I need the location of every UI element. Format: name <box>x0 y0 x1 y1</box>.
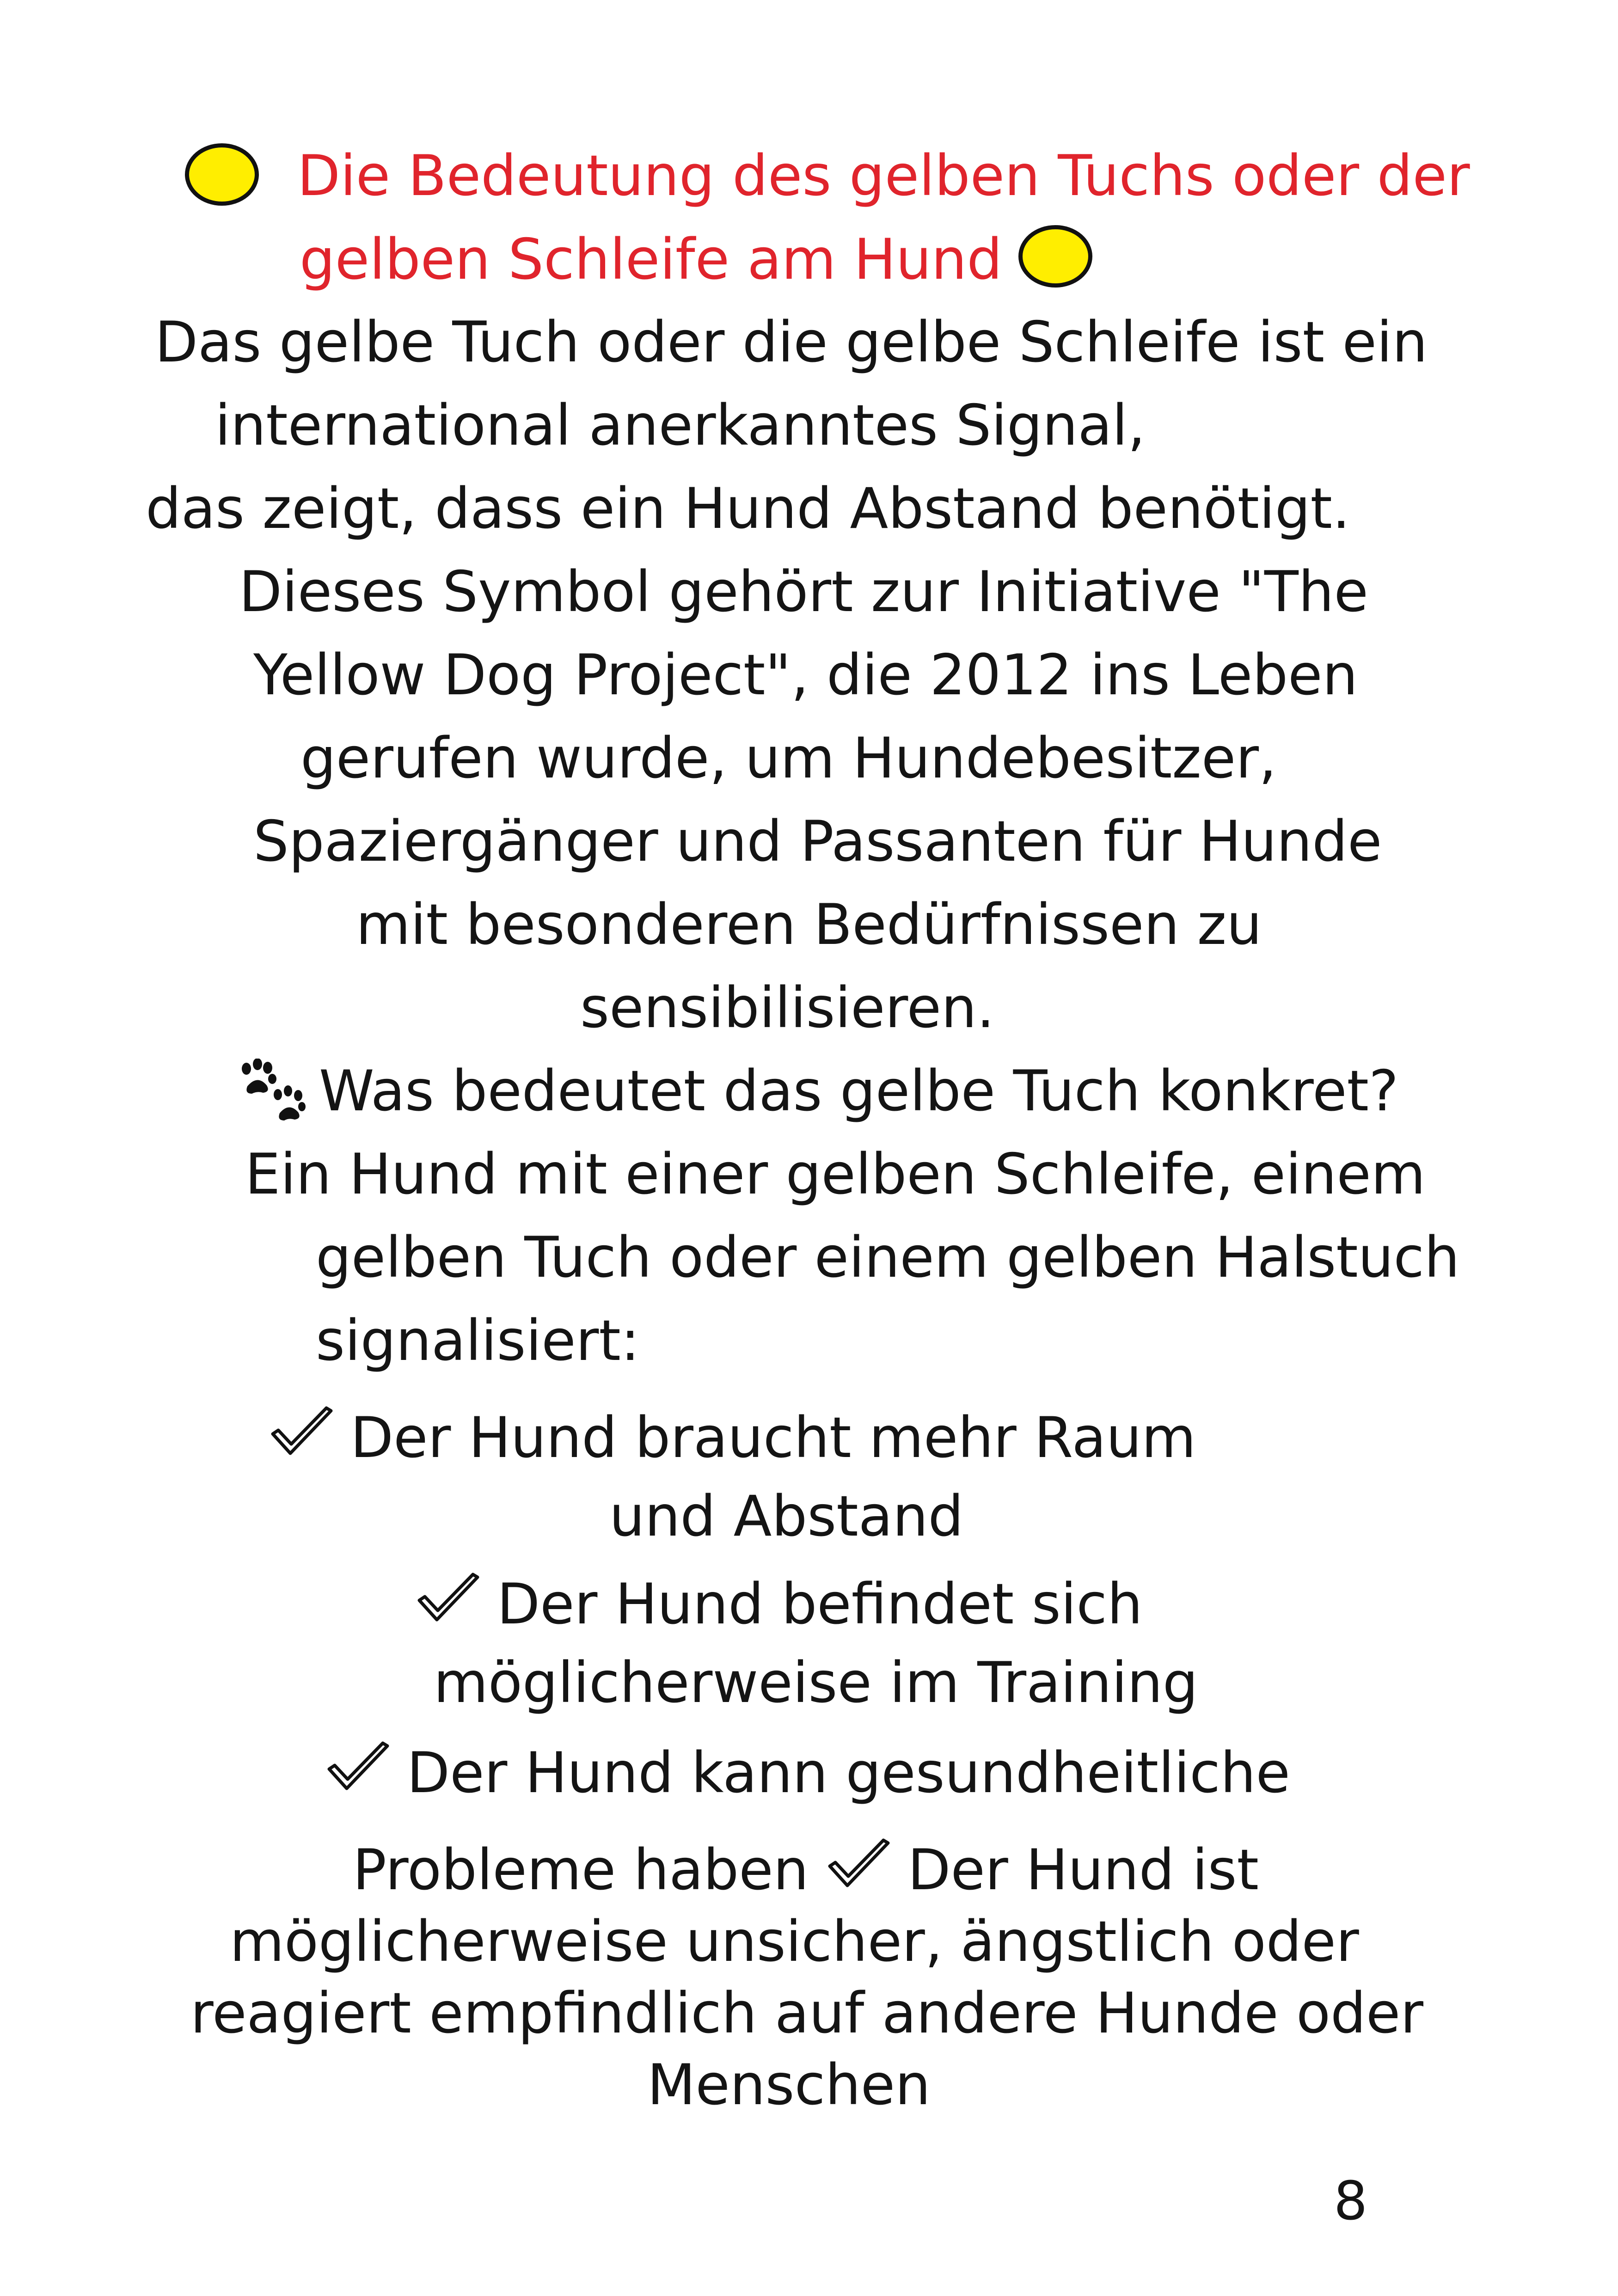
checkmark-icon <box>414 1572 483 1627</box>
signal-item-4-text: Der Hund ist <box>907 1837 1259 1903</box>
project-line-3: gerufen wurde, um Hundebesitzer, <box>300 726 1277 791</box>
page-title-line-2: gelben Schleife am Hund <box>300 227 1003 292</box>
signal-item-3 <box>324 1740 1290 1806</box>
paw-prints-icon <box>233 1059 307 1130</box>
signal-item-4-line-3: reagiert empfindlich auf andere Hunde oder <box>190 1981 1424 2046</box>
signal-item-1-text: Der Hund braucht mehr Raum <box>350 1405 1196 1470</box>
yellow-circle-icon <box>185 143 259 206</box>
question-line-2: gelben Tuch oder einem gelben Halstuch <box>316 1225 1460 1290</box>
project-line-4: Spaziergänger und Passanten für Hunde <box>253 809 1382 874</box>
project-line-6: sensibilisieren. <box>580 975 995 1041</box>
signal-item-1 <box>267 1405 1196 1470</box>
question-heading: Was bedeutet das gelbe Tuch konkret? <box>319 1059 1399 1124</box>
question-line-1: Ein Hund mit einer gelben Schleife, einem <box>245 1142 1426 1207</box>
intro-line-2: international anerkanntes Signal, <box>215 393 1146 458</box>
checkmark-icon <box>267 1405 337 1461</box>
signal-item-3-text: Der Hund kann gesundheitliche <box>407 1740 1290 1806</box>
signal-item-2-text: Der Hund befindet sich <box>497 1572 1143 1637</box>
signal-item-3-text-2: Probleme haben <box>353 1837 809 1903</box>
signal-item-1-line-2: und Abstand <box>609 1484 964 1549</box>
page-number: 8 <box>1334 2170 1368 2232</box>
project-line-1: Dieses Symbol gehört zur Initiative "The <box>239 559 1368 625</box>
intro-line-1: Das gelbe Tuch oder die gelbe Schleife ist ein <box>155 310 1428 375</box>
signal-item-2-line-2: möglicherweise im Training <box>434 1650 1198 1715</box>
question-line-3: signalisiert: <box>316 1308 640 1373</box>
signal-item-4-line-2: möglicherweise unsicher, ängstlich oder <box>230 1909 1359 1974</box>
project-line-2: Yellow Dog Project", die 2012 ins Leben <box>253 643 1358 708</box>
checkmark-icon <box>324 1740 393 1796</box>
project-line-5: mit besonderen Bedürfnissen zu <box>356 892 1262 957</box>
intro-line-3: das zeigt, dass ein Hund Abstand benötigt. <box>146 476 1350 541</box>
yellow-circle-icon <box>1018 225 1092 288</box>
page-title-line-1: Die Bedeutung des gelben Tuchs oder der <box>297 143 1470 208</box>
signal-item-3-line-2 <box>353 1837 1259 1903</box>
signal-item-2 <box>414 1572 1143 1637</box>
checkmark-icon <box>824 1837 894 1893</box>
signal-item-4-line-4: Menschen <box>647 2052 931 2118</box>
